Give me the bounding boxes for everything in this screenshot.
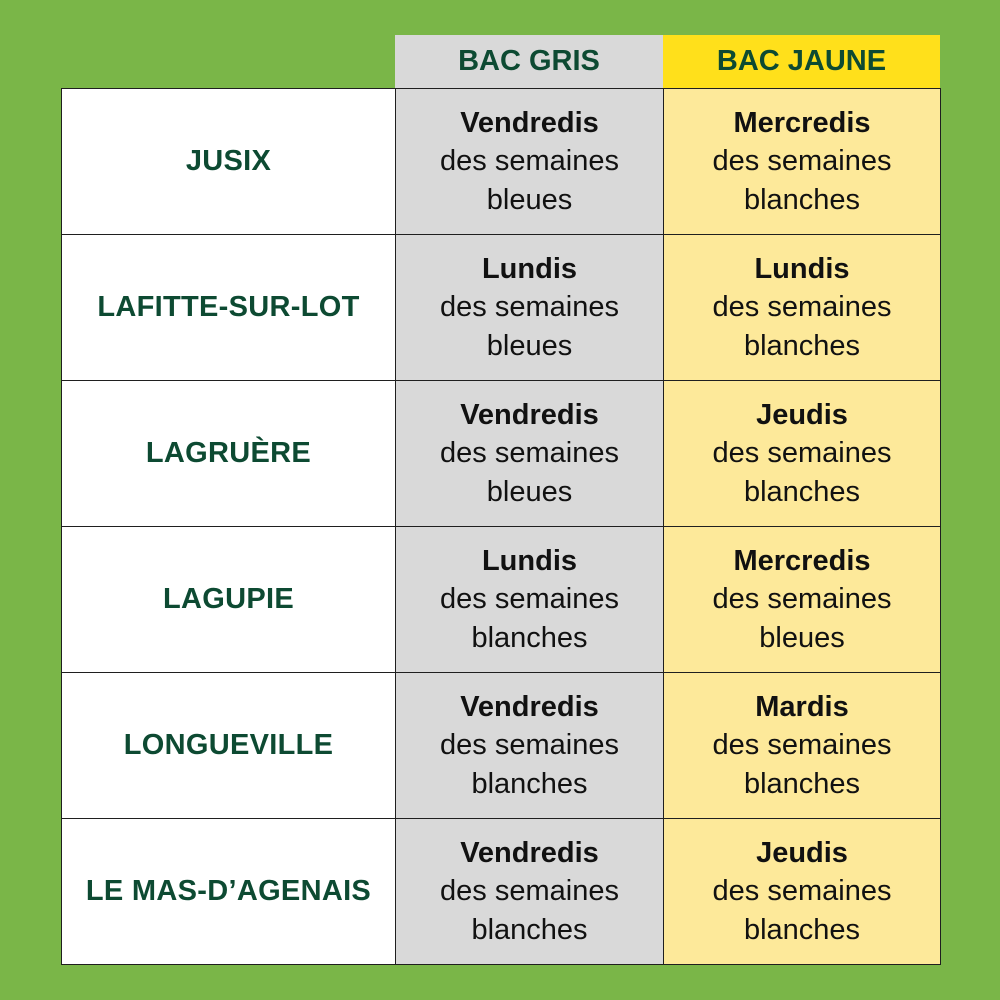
week-line-1: des semaines	[440, 144, 619, 177]
week-line-1: des semaines	[712, 144, 892, 177]
collection-schedule-table	[61, 88, 941, 965]
week-line-2: blanches	[743, 329, 861, 362]
header-bac-jaune: BAC JAUNE	[663, 35, 940, 88]
bac-gris-cell	[396, 235, 664, 381]
table-row	[62, 819, 941, 965]
week-line-1: des semaines	[712, 874, 892, 907]
bac-gris-cell	[396, 673, 664, 819]
table-row	[62, 235, 941, 381]
commune-name: LAFITTE-SUR-LOT	[62, 235, 396, 381]
bac-gris-cell	[396, 819, 664, 965]
header-bac-gris: BAC GRIS	[395, 35, 663, 88]
commune-name: LE MAS-D’AGENAIS	[62, 819, 396, 965]
week-line-2: bleues	[759, 621, 845, 654]
collection-day: Vendredis	[460, 398, 599, 431]
week-line-2: blanches	[471, 767, 588, 800]
collection-day: Lundis	[754, 252, 850, 285]
collection-day: Vendredis	[460, 690, 599, 723]
table-row	[62, 381, 941, 527]
collection-day: Jeudis	[756, 836, 848, 869]
bac-jaune-cell	[664, 819, 941, 965]
collection-day: Mardis	[755, 690, 849, 723]
collection-day: Vendredis	[460, 106, 599, 139]
week-line-1: des semaines	[712, 290, 892, 323]
week-line-2: bleues	[486, 475, 573, 508]
bac-jaune-cell	[664, 527, 941, 673]
week-line-2: bleues	[486, 183, 573, 216]
commune-name: LONGUEVILLE	[62, 673, 396, 819]
collection-day: Lundis	[481, 252, 578, 285]
week-line-1: des semaines	[712, 582, 892, 615]
commune-name: LAGRUÈRE	[62, 381, 396, 527]
week-line-2: blanches	[743, 183, 861, 216]
week-line-1: des semaines	[440, 582, 619, 615]
table-row	[62, 673, 941, 819]
bac-jaune-cell	[664, 381, 941, 527]
week-line-1: des semaines	[440, 874, 619, 907]
commune-name: JUSIX	[62, 89, 396, 235]
commune-name: LAGUPIE	[62, 527, 396, 673]
table-row	[62, 89, 941, 235]
week-line-1: des semaines	[440, 436, 619, 469]
week-line-2: blanches	[471, 913, 588, 946]
table-row	[62, 527, 941, 673]
bac-gris-cell	[396, 381, 664, 527]
collection-day: Vendredis	[460, 836, 599, 869]
week-line-2: blanches	[471, 621, 588, 654]
bac-jaune-cell	[664, 235, 941, 381]
bac-jaune-cell	[664, 89, 941, 235]
week-line-2: blanches	[743, 475, 861, 508]
bac-jaune-cell	[664, 673, 941, 819]
week-line-2: blanches	[743, 767, 861, 800]
week-line-1: des semaines	[712, 436, 892, 469]
bac-gris-cell	[396, 89, 664, 235]
collection-day: Jeudis	[756, 398, 848, 431]
collection-day: Lundis	[481, 544, 578, 577]
week-line-1: des semaines	[440, 290, 619, 323]
week-line-1: des semaines	[712, 728, 892, 761]
week-line-1: des semaines	[440, 728, 619, 761]
collection-day: Mercredis	[733, 544, 871, 577]
week-line-2: bleues	[486, 329, 573, 362]
collection-day: Mercredis	[733, 106, 871, 139]
bac-gris-cell	[396, 527, 664, 673]
week-line-2: blanches	[743, 913, 861, 946]
